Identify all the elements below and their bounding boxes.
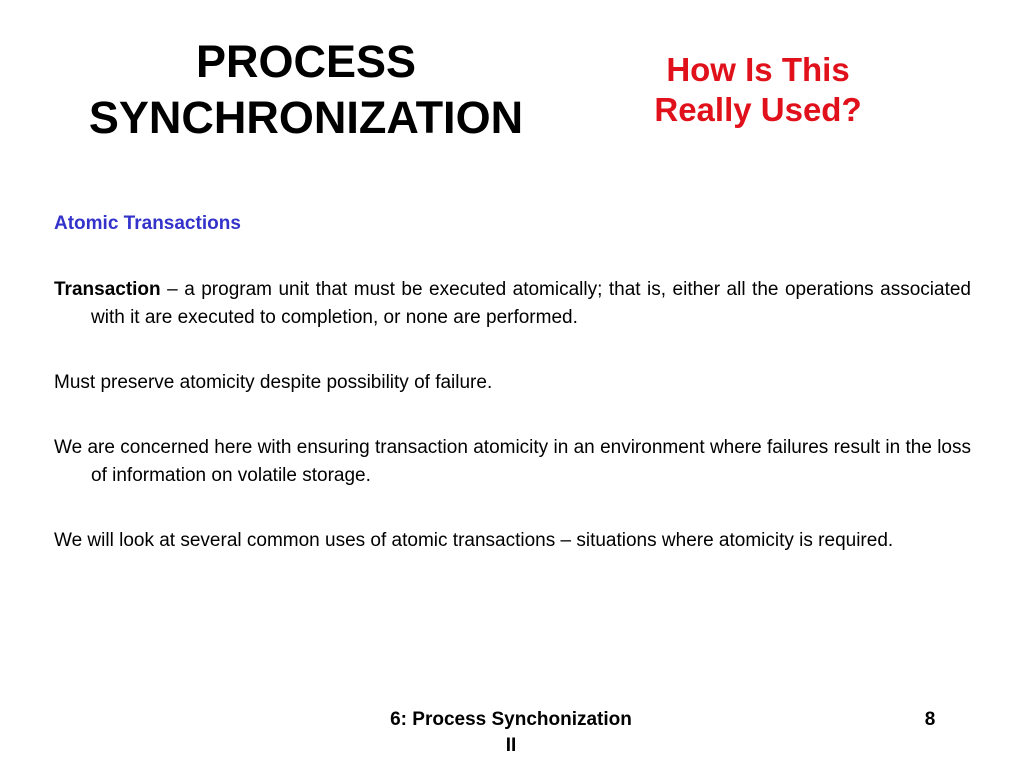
slide-subtitle-line-1: How Is This	[666, 51, 850, 88]
section-heading: Atomic Transactions	[54, 213, 241, 234]
slide-title-line-2: SYNCHRONIZATION	[88, 92, 524, 143]
footer-title-line-2: II	[505, 735, 517, 756]
term-transaction: Transaction	[54, 279, 161, 300]
slide-subtitle	[618, 50, 898, 130]
paragraph-transaction-definition	[54, 276, 971, 332]
paragraph-atomicity-failure: Must preserve atomicity despite possibility of failure.	[54, 372, 493, 393]
paragraph-volatile-storage: We are concerned here with ensuring transaction atomicity in an environment where failures result in the loss of information on volatile storage.	[54, 437, 971, 486]
footer-title	[357, 707, 665, 759]
paragraph-text: – a program unit that must be executed atomically; that is, either all the operations associated with it are executed to completion, or none are performed.	[91, 279, 971, 328]
footer-title-line-1: 6: Process Synchonization	[390, 709, 632, 730]
page-number: 8	[924, 709, 936, 730]
slide-title	[40, 34, 572, 146]
paragraph-common-uses: We will look at several common uses of atomic transactions – situations where atomicity is required.	[54, 530, 894, 551]
slide-title-line-1: PROCESS	[195, 36, 417, 87]
slide-subtitle-line-2: Really Used?	[654, 91, 862, 128]
